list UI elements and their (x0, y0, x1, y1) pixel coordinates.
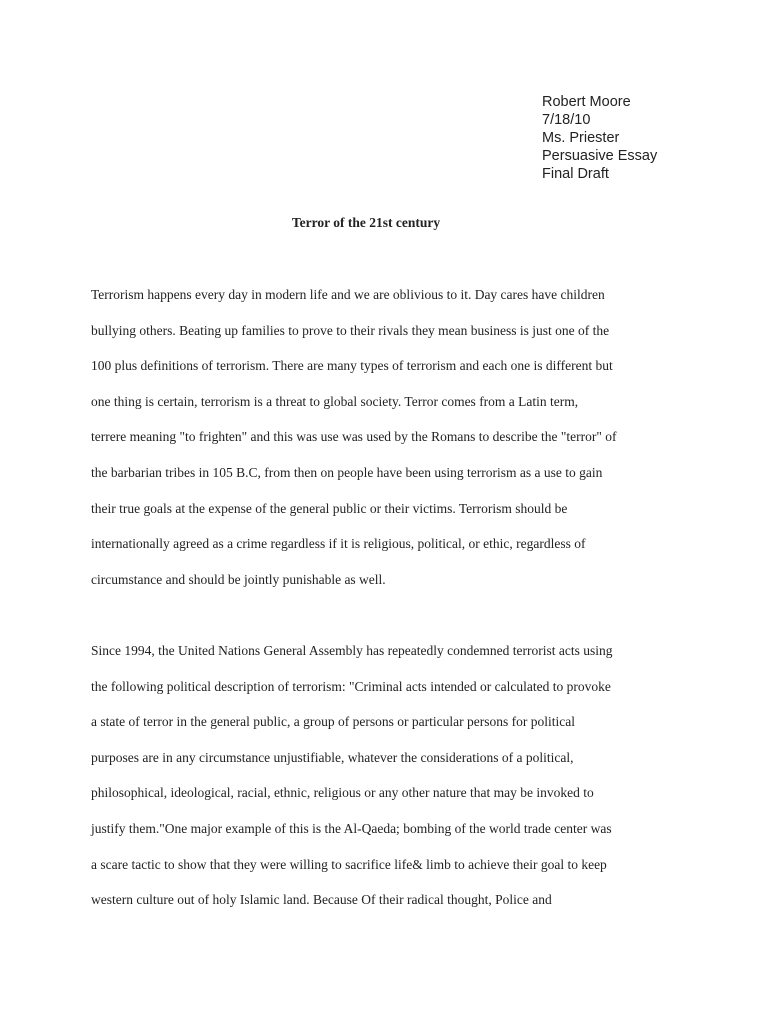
text-line: terrere meaning "to frighten" and this was use was used by the Romans to describe the "terror" of (91, 429, 617, 445)
text-line: one thing is certain, terrorism is a threat to global society. Terror comes from a Latin term, (91, 393, 579, 409)
text-line: bullying others. Beating up families to prove to their rivals they mean business is just one of the (91, 322, 610, 338)
instructor-name: Ms. Priester (542, 130, 620, 146)
text-line: western culture out of holy Islamic land. Because Of their radical thought, Police and (91, 892, 552, 908)
text-line: the barbarian tribes in 105 B.C, from then on people have been using terrorism as a use to gain (91, 464, 603, 480)
paragraph-2 (91, 641, 691, 926)
text-line: the following political description of terrorism: "Criminal acts intended or calculated to provoke (91, 678, 611, 694)
text-line: justify them."One major example of this is the Al-Qaeda; bombing of the world trade center was (91, 820, 612, 836)
text-line: internationally agreed as a crime regardless if it is religious, political, or ethic, regardless of (91, 536, 586, 552)
text-line: philosophical, ideological, racial, ethnic, religious or any other nature that may be invoked to (91, 785, 594, 801)
assignment-name: Persuasive Essay (542, 148, 658, 164)
paragraph-1 (91, 285, 691, 605)
text-line: Since 1994, the United Nations General Assembly has repeatedly condemned terrorist acts using (91, 643, 613, 658)
text-line: a scare tactic to show that they were willing to sacrifice life& limb to achieve their goal to keep (91, 856, 607, 872)
text-line: Terrorism happens every day in modern life and we are oblivious to it. Day cares have children (91, 287, 605, 302)
draft-status: Final Draft (542, 166, 609, 182)
text-line: their true goals at the expense of the general public or their victims. Terrorism should be (91, 500, 568, 516)
date: 7/18/10 (542, 112, 591, 128)
author-name: Robert Moore (542, 94, 631, 110)
text-line: 100 plus definitions of terrorism. There are many types of terrorism and each one is different but (91, 358, 613, 374)
text-line: circumstance and should be jointly punishable as well. (91, 571, 386, 587)
author-header (542, 93, 657, 183)
essay-title: Terror of the 21st century (291, 215, 441, 230)
text-line: a state of terror in the general public, a group of persons or particular persons for political (91, 714, 575, 730)
text-line: purposes are in any circumstance unjustifiable, whatever the considerations of a political, (91, 749, 574, 765)
